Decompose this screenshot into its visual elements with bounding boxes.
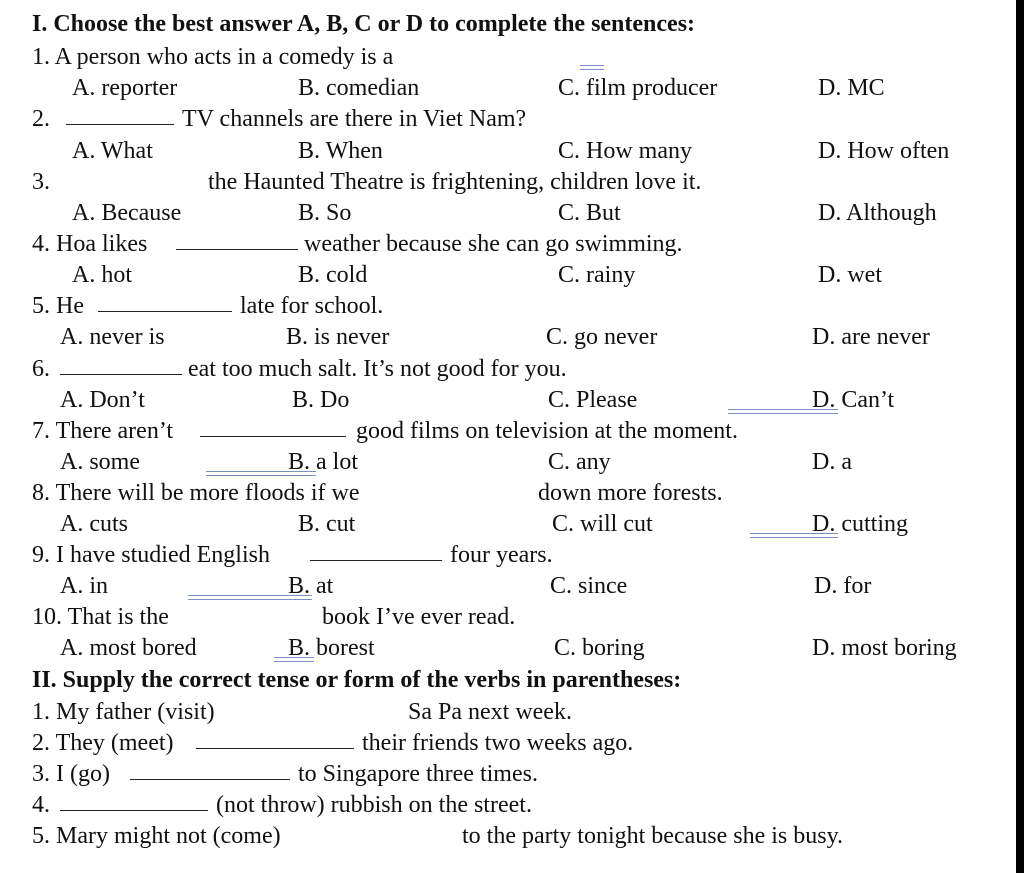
option-c[interactable]: C. will cut <box>552 511 653 537</box>
question-8-options <box>0 509 1008 540</box>
option-d[interactable]: D. wet <box>818 262 882 288</box>
answer-blank[interactable] <box>176 229 298 250</box>
option-d[interactable]: D. are never <box>812 324 930 350</box>
option-c[interactable]: C. rainy <box>558 262 636 288</box>
option-c[interactable]: C. But <box>558 200 621 226</box>
question-6-options <box>0 385 1008 416</box>
question-1 <box>0 42 1008 73</box>
question-4-options <box>0 260 1008 291</box>
option-a[interactable]: A. most bored <box>60 635 197 661</box>
page-edge <box>1016 0 1024 873</box>
option-b[interactable]: B. borest <box>288 635 375 661</box>
option-d[interactable]: D. a <box>812 449 852 475</box>
question-10-options <box>0 633 1008 664</box>
answer-blank[interactable] <box>310 540 442 561</box>
option-b[interactable]: B. So <box>298 200 352 226</box>
verb-item-3: 3. I (go) to Singapore three times. <box>32 761 538 787</box>
option-a[interactable]: A. Because <box>72 200 182 226</box>
question-5: 5. He late for school. <box>32 293 384 319</box>
option-c[interactable]: C. any <box>548 449 611 475</box>
answer-mark <box>580 65 604 70</box>
option-d[interactable]: D. most boring <box>812 635 957 661</box>
option-b[interactable]: B. is never <box>286 324 390 350</box>
option-d[interactable]: D. Can’t <box>812 387 895 413</box>
question-6: 6. eat too much salt. It’s not good for you. <box>32 356 567 382</box>
option-a[interactable]: A. hot <box>72 262 132 288</box>
option-a[interactable]: A. never is <box>60 324 165 350</box>
verb-item-5: 5. Mary might not (come) to the party tonight because she is busy. <box>32 823 844 849</box>
option-a[interactable]: A. some <box>60 449 140 475</box>
option-d[interactable]: D. cutting <box>812 511 908 537</box>
option-c[interactable]: C. since <box>550 573 628 599</box>
verb-item-1: 1. My father (visit) Sa Pa next week. <box>32 699 572 725</box>
question-9-options <box>0 571 1008 602</box>
option-c[interactable]: C. film producer <box>558 75 718 101</box>
option-c[interactable]: C. boring <box>554 635 645 661</box>
section-1-heading: I. Choose the best answer A, B, C or D to complete the sentences: <box>32 11 696 37</box>
option-a[interactable]: A. reporter <box>72 75 178 101</box>
option-d[interactable]: D. Although <box>818 200 937 226</box>
option-b[interactable]: B. cold <box>298 262 368 288</box>
question-7-options <box>0 447 1008 478</box>
question-8: 8. There will be more floods if we down more forests. <box>32 480 723 506</box>
question-1-text: 1. A person who acts in a comedy is a <box>32 44 394 70</box>
question-5-options <box>0 322 1008 353</box>
question-2: 2. TV channels are there in Viet Nam? <box>32 106 527 132</box>
option-a[interactable]: A. in <box>60 573 108 599</box>
question-2-options <box>0 136 1008 167</box>
option-c[interactable]: C. Please <box>548 387 638 413</box>
option-b[interactable]: B. comedian <box>298 75 420 101</box>
option-c[interactable]: C. How many <box>558 138 692 164</box>
question-3: 3. the Haunted Theatre is frightening, children love it. <box>32 169 702 195</box>
verb-item-4: 4. (not throw) rubbish on the street. <box>32 792 532 818</box>
question-1-options <box>0 73 1008 104</box>
answer-blank[interactable] <box>60 354 182 375</box>
option-d[interactable]: D. How often <box>818 138 950 164</box>
question-10: 10. That is the book I’ve ever read. <box>32 604 516 630</box>
question-4: 4. Hoa likes weather because she can go swimming. <box>32 231 683 257</box>
option-a[interactable]: A. Don’t <box>60 387 145 413</box>
section-2-heading: II. Supply the correct tense or form of the verbs in parentheses: <box>32 667 682 693</box>
answer-blank[interactable] <box>60 790 208 811</box>
question-7: 7. There aren’t good films on television at the moment. <box>32 418 738 444</box>
option-b[interactable]: B. cut <box>298 511 356 537</box>
option-a[interactable]: A. cuts <box>60 511 128 537</box>
option-b[interactable]: B. at <box>288 573 334 599</box>
option-b[interactable]: B. Do <box>292 387 350 413</box>
question-9: 9. I have studied English four years. <box>32 542 553 568</box>
answer-blank[interactable] <box>130 759 290 780</box>
option-b[interactable]: B. a lot <box>288 449 358 475</box>
option-c[interactable]: C. go never <box>546 324 658 350</box>
option-a[interactable]: A. What <box>72 138 153 164</box>
option-d[interactable]: D. for <box>814 573 872 599</box>
option-d[interactable]: D. MC <box>818 75 885 101</box>
answer-blank[interactable] <box>66 104 174 125</box>
answer-blank[interactable] <box>200 416 346 437</box>
question-3-options <box>0 198 1008 229</box>
answer-blank[interactable] <box>196 728 354 749</box>
option-b[interactable]: B. When <box>298 138 383 164</box>
verb-item-2: 2. They (meet) their friends two weeks ago. <box>32 730 634 756</box>
answer-blank[interactable] <box>98 291 232 312</box>
